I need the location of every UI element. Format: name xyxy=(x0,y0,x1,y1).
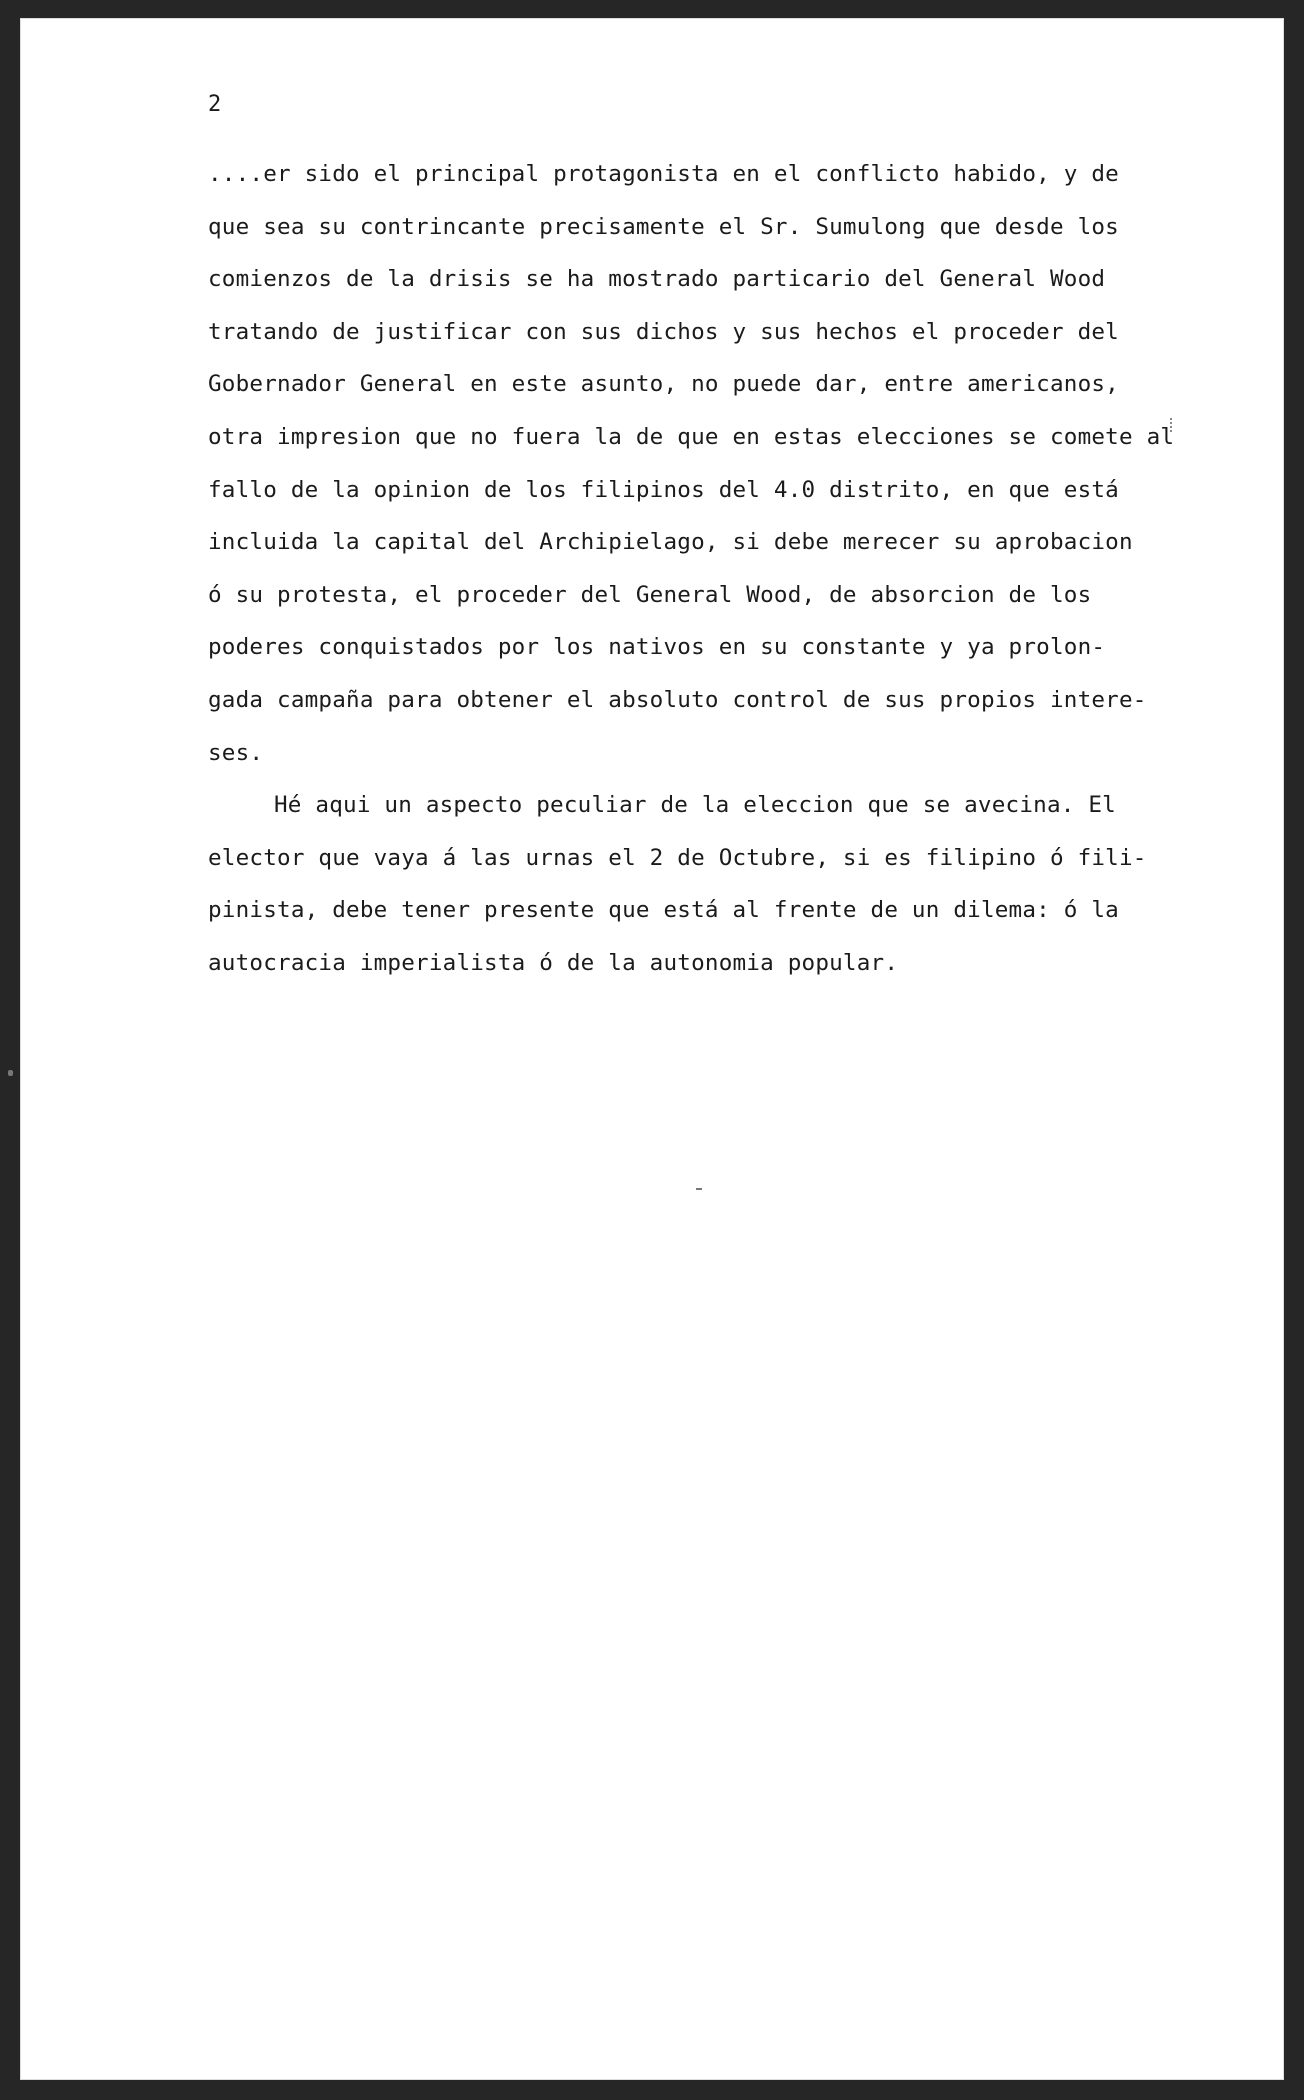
text-line: que sea su contrincante precisamente el Sr. Sumulong que desde los xyxy=(208,213,1119,240)
margin-pencil-mark xyxy=(1170,418,1180,432)
text-line: elector que vaya á las urnas el 2 de Octubre, si es filipino ó fili- xyxy=(208,844,1147,871)
page-number: 2 xyxy=(208,92,222,117)
text-line: pinista, debe tener presente que está al frente de un dilema: ó la xyxy=(208,897,1119,924)
text-line: otra impresion que no fuera la de que en estas elecciones se comete al xyxy=(208,423,1175,450)
text-line: ó su protesta, el proceder del General Wood, de absorcion de los xyxy=(208,581,1092,608)
text-line: Gobernador General en este asunto, no puede dar, entre americanos, xyxy=(208,371,1119,398)
text-line: poderes conquistados por los nativos en su constante y ya prolon- xyxy=(208,634,1106,661)
text-line: tratando de justificar con sus dichos y sus hechos el proceder del xyxy=(208,318,1119,345)
scan-edge-speck xyxy=(8,1070,13,1076)
text-line: ses. xyxy=(208,739,264,766)
text-line: fallo de la opinion de los filipinos del 4.0 distrito, en que está xyxy=(208,476,1119,503)
text-line: autocracia imperialista ó de la autonomia popular. xyxy=(208,949,899,976)
text-line: gada campaña para obtener el absoluto control de sus propios intere- xyxy=(208,686,1147,713)
document-body xyxy=(208,148,1175,990)
stray-ink-mark xyxy=(696,1188,702,1190)
text-line: ....er sido el principal protagonista en el conflicto habido, y de xyxy=(208,161,1119,187)
text-line: incluida la capital del Archipielago, si debe merecer su aprobacion xyxy=(208,529,1133,556)
text-line: Hé aqui un aspecto peculiar de la eleccion que se avecina. El xyxy=(274,792,1116,819)
text-line: comienzos de la drisis se ha mostrado particario del General Wood xyxy=(208,266,1106,293)
